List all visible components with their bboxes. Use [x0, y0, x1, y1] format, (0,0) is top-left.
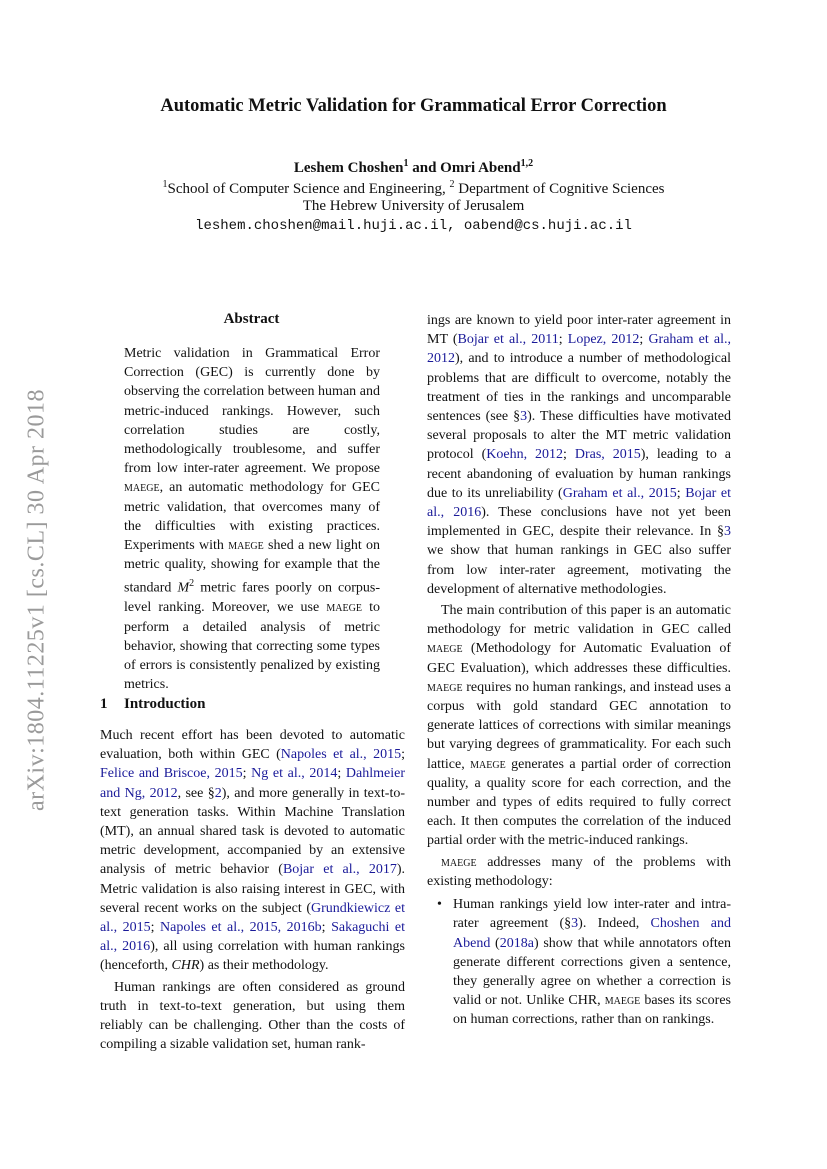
- section-title: Introduction: [124, 696, 206, 712]
- citation-link[interactable]: Bojar et al., 2011: [457, 332, 559, 348]
- author-2: Omri Abend: [440, 160, 521, 176]
- section-heading-introduction: [100, 696, 205, 713]
- right-paragraph-3: maege addresses many of the problems with existing methodology:: [427, 854, 731, 889]
- citation-link[interactable]: Lopez, 2012: [567, 332, 640, 348]
- intro-paragraph-2: Human rankings are often considered as ground truth in text-to-text generation, but using them reliably can be challenging. Other than the costs of compiling a sizable validation set, human rank-: [100, 979, 405, 1053]
- list-item: • Human rankings yield low inter-rater and intra-rater agreement (§3). Indeed, Choshen and Abend (2018a) show that while annotators often generate different corrections given a sentence, they generally agree on whether a correction is valid or not. Unlike CHR, maege bases its scores on human corrections, rather than on rankings.: [427, 895, 731, 1029]
- right-paragraph-2: The main contribution of this paper is an automatic methodology for metric validation in GEC called maege (Methodology for Automatic Evaluation of GEC Evaluation), which addresses these difficulties. maege requires no human rankings, and instead uses a corpus with gold standard GEC annotation to generate lattices of corrections with similar meanings but varying degrees of grammaticality. For each such lattice, maege generates a partial order of correction quality, a quality score for each correction, and the number and types of edits required to fully correct each. It then computes the correlation of the induced partial order with the metric-induced rankings.: [427, 603, 731, 849]
- section-ref-link[interactable]: 2: [214, 785, 222, 801]
- affiliation-university: The Hebrew University of Jerusalem: [302, 198, 525, 214]
- left-column-body: [100, 726, 405, 1054]
- citation-link[interactable]: Dras, 2015: [574, 447, 641, 463]
- right-paragraph-1: ings are known to yield poor inter-rater agreement in MT (Bojar et al., 2011; Lopez, 2012; Graham et al., 2012), and to introduce a number of methodological problems that are difficult to overcome, notably the treatment of ties in the rankings and uncomparable sentences (see §3). These difficulties have motivated several proposals to alter the MT metric validation protocol (Koehn, 2012; Dras, 2015), leading to a recent abandoning of evaluation by human rankings due to its unreliability (Graham et al., 2015; Bojar et al., 2016). These conclusions have not yet been implemented in GEC, despite their relevance. In §3 we show that human rankings in GEC also suffer from low inter-rater agreement, motivating the development of alternative methodologies.: [427, 313, 732, 597]
- abstract-body: Metric validation in Grammatical Error Correction (GEC) is currently done by observing the correlation between human and metric-induced rankings. However, such correlation studies are costly, methodologically troublesome, and suffer from low inter-rater agreement. We propose maege, an automatic methodology for GEC metric validation, that overcomes many of the difficulties with existing practices. Experiments with maege shed a new light on metric quality, showing for example that the standard $M^2$ metric fares poorly on corpus-level ranking. Moreover, we use maege to perform a detailed analysis of metric behavior, showing that correcting some types of errors is consistently penalized by existing metrics.: [124, 346, 380, 693]
- citation-link[interactable]: Felice and Briscoe, 2015: [100, 766, 243, 782]
- citation-link[interactable]: Dahlmeier and Ng, 2012: [100, 766, 405, 801]
- paper-title: Automatic Metric Validation for Grammatical Error Correction: [160, 96, 667, 116]
- author-1-affil: 1: [403, 158, 409, 169]
- arxiv-identifier: arXiv:1804.11225v1 [cs.CL] 30 Apr 2018: [23, 388, 50, 812]
- maege-term: maege: [427, 679, 463, 695]
- maege-term: maege: [470, 756, 506, 772]
- section-number: 1: [100, 696, 108, 712]
- section-ref-link[interactable]: 3: [571, 916, 579, 932]
- maege-term: maege: [124, 480, 160, 496]
- author-emails: leshem.choshen@mail.huji.ac.il, oabend@cs.huji.ac.il: [195, 218, 632, 234]
- section-ref-link[interactable]: 3: [520, 409, 528, 425]
- affiliation-dept-2: Department of Cognitive Sciences: [454, 181, 665, 197]
- author-2-affil: 1,2: [520, 158, 534, 169]
- maege-term: maege: [326, 600, 362, 616]
- author-line: [0, 158, 827, 177]
- citation-link[interactable]: Koehn, 2012: [486, 447, 564, 463]
- maege-term: maege: [427, 641, 463, 657]
- arxiv-sidebar-stamp: [22, 340, 52, 860]
- citation-link[interactable]: Ng et al., 2014: [251, 766, 338, 782]
- citation-link[interactable]: Sakaguchi et al., 2016: [100, 920, 406, 955]
- maege-term: maege: [441, 854, 477, 870]
- citation-link[interactable]: Grundkiewicz et al., 2015: [100, 900, 405, 936]
- citation-link[interactable]: Graham et al., 2015: [562, 485, 677, 501]
- citation-link[interactable]: 2018a: [499, 935, 534, 951]
- chr-term: CHR: [171, 958, 200, 974]
- citation-link[interactable]: Napoles et al., 2015, 2016b: [160, 920, 322, 936]
- affiliation-line: $^1$School of Computer Science and Engineering, $^2$ Department of Cognitive Sciences: [162, 179, 665, 197]
- maege-term: maege: [604, 993, 641, 1009]
- citation-link[interactable]: Graham et al., 2012: [427, 332, 732, 367]
- maege-term: maege: [228, 538, 264, 554]
- m2-metric: M: [177, 581, 190, 597]
- affiliation-dept-1: School of Computer Science and Engineering,: [167, 181, 450, 197]
- citation-link[interactable]: Bojar et al., 2017: [282, 862, 397, 878]
- section-ref-link[interactable]: 3: [724, 524, 731, 540]
- right-column-body: [427, 311, 731, 1030]
- citation-link[interactable]: Choshen and Abend: [453, 916, 731, 951]
- citation-link[interactable]: Bojar et al., 2016: [427, 485, 732, 521]
- bullet-list: [427, 895, 731, 1029]
- citation-link[interactable]: Napoles et al., 2015: [280, 747, 402, 763]
- author-1: Leshem Choshen: [293, 160, 404, 176]
- author-and: and: [408, 160, 441, 176]
- abstract-heading: Abstract: [223, 311, 280, 327]
- intro-paragraph-1: Much recent effort has been devoted to automatic evaluation, both within GEC (Napoles et al., 2015; Felice and Briscoe, 2015; Ng et al., 2014; Dahlmeier and Ng, 2012, see §2), and more generally in text-to-text generation tasks. Within Machine Translation (MT), an annual shared task is devoted to automatic metric development, accompanied by an extensive analysis of metric behavior (Bojar et al., 2017). Metric validation is also raising interest in GEC, with several recent works on the subject (Grundkiewicz et al., 2015; Napoles et al., 2015, 2016b; Sakaguchi et al., 2016), all using correlation with human rankings (henceforth, CHR) as their methodology.: [100, 728, 406, 974]
